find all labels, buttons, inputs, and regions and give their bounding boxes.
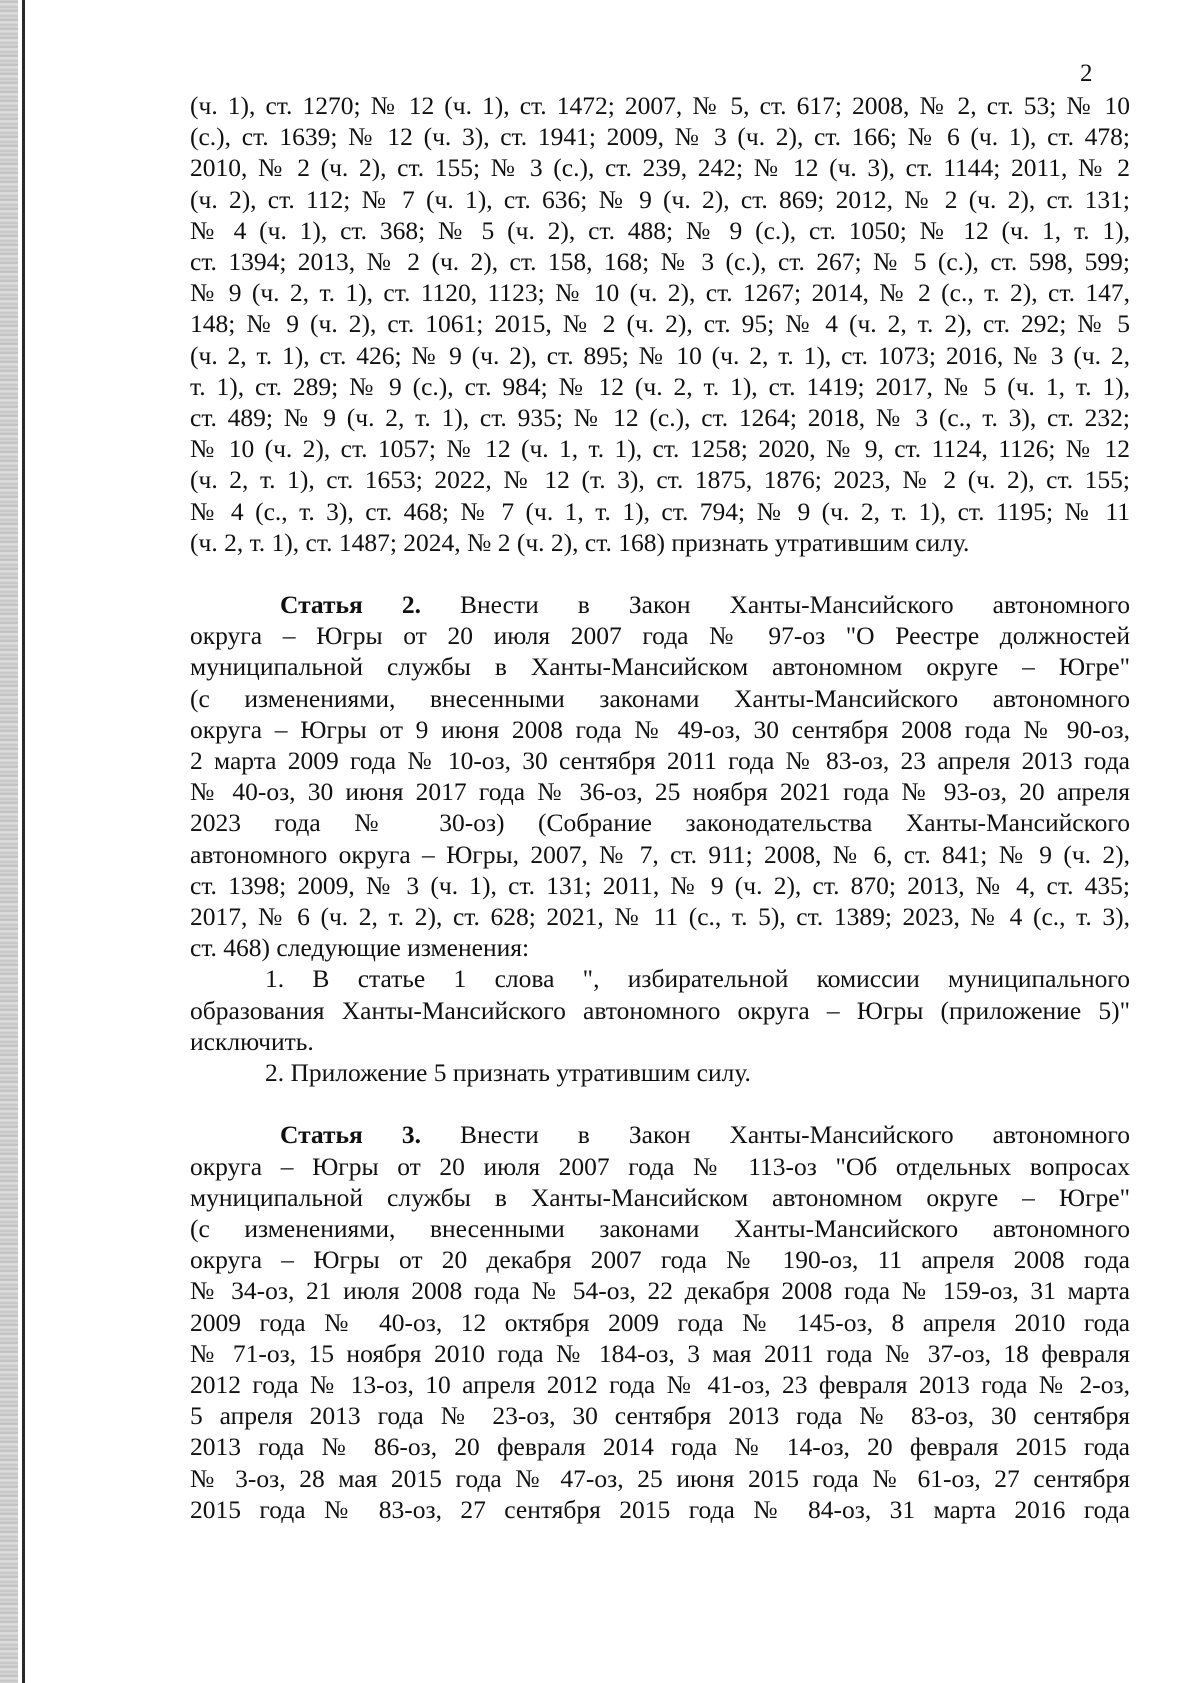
article-3-first-line bbox=[190, 1119, 1130, 1150]
text-line: (ч. 2, т. 1), ст. 1653; 2022, № 12 (т. 3), ст. 1875, 1876; 2023, № 2 (ч. 2), ст. 155; bbox=[190, 465, 1130, 495]
article-2-item-2: 2. Приложение 5 признать утратившим силу. bbox=[265, 1058, 751, 1088]
text-line: № 4 (с., т. 3), ст. 468; № 7 (ч. 1, т. 1), ст. 794; № 9 (ч. 2, т. 1), ст. 1195; № 11 bbox=[190, 496, 1130, 526]
text-line: 2015 года № 83-оз, 27 сентября 2015 года № 84-оз, 31 марта 2016 года bbox=[190, 1494, 1130, 1524]
text-line: № 71-оз, 15 ноября 2010 года № 184-оз, 3 мая 2011 года № 37-оз, 18 февраля bbox=[190, 1338, 1130, 1368]
text-line: № 3-оз, 28 мая 2015 года № 47-оз, 25 июня 2015 года № 61-оз, 27 сентября bbox=[190, 1463, 1130, 1493]
text-line: (ч. 2, т. 1), ст. 1487; 2024, № 2 (ч. 2), ст. 168) признать утратившим силу. bbox=[190, 527, 970, 557]
text-line: № 9 (ч. 2, т. 1), ст. 1120, 1123; № 10 (ч. 2), ст. 1267; 2014, № 2 (с., т. 2), ст. 147, bbox=[190, 278, 1130, 308]
text-line: (ч. 1), ст. 1270; № 12 (ч. 1), ст. 1472; 2007, № 5, ст. 617; 2008, № 2, ст. 53; № 10 bbox=[190, 91, 1130, 120]
text-line: № 4 (ч. 1), ст. 368; № 5 (ч. 2), ст. 488; № 9 (с.), ст. 1050; № 12 (ч. 1, т. 1), bbox=[190, 215, 1130, 245]
article-2-first-line-text: Внести в Закон Ханты-Мансийского автономного bbox=[460, 590, 1130, 620]
text-line: автономного округа – Югры, 2007, № 7, ст. 911; 2008, № 6, ст. 841; № 9 (ч. 2), bbox=[190, 839, 1130, 869]
text-line: ст. 489; № 9 (ч. 2, т. 1), ст. 935; № 12 (с.), ст. 1264; 2018, № 3 (с., т. 3), ст. 232; bbox=[190, 403, 1130, 433]
text-line: муниципальной службы в Ханты-Мансийском автономном округе – Югре" bbox=[190, 1182, 1130, 1212]
paragraph-gap bbox=[190, 1088, 1130, 1119]
text-line: (с.), ст. 1639; № 12 (ч. 3), ст. 1941; 2009, № 3 (ч. 2), ст. 166; № 6 (ч. 1), ст. 478; bbox=[190, 122, 1130, 152]
text-line: 5 апреля 2013 года № 23-оз, 30 сентября 2013 года № 83-оз, 30 сентября bbox=[190, 1401, 1130, 1431]
text-line: 2009 года № 40-оз, 12 октября 2009 года № 145-оз, 8 апреля 2010 года bbox=[190, 1307, 1130, 1337]
article-3 bbox=[190, 1119, 1130, 1525]
text-line: № 10 (ч. 2), ст. 1057; № 12 (ч. 1, т. 1), ст. 1258; 2020, № 9, ст. 1124, 1126; № 12 bbox=[190, 434, 1130, 464]
text-line: муниципальной службы в Ханты-Мансийском автономном округе – Югре" bbox=[190, 652, 1130, 682]
page-number: 2 bbox=[1080, 60, 1093, 87]
text-line: (с изменениями, внесенными законами Ханты-Мансийского автономного bbox=[190, 1213, 1130, 1243]
text-line: ст. 468) следующие изменения: bbox=[190, 933, 530, 963]
article-2 bbox=[190, 589, 1130, 1088]
text-line: исключить. bbox=[190, 1026, 314, 1056]
text-line: 2 марта 2009 года № 10-оз, 30 сентября 2011 года № 83-оз, 23 апреля 2013 года bbox=[190, 746, 1130, 776]
text-line: т. 1), ст. 289; № 9 (с.), ст. 984; № 12 (ч. 2, т. 1), ст. 1419; 2017, № 5 (ч. 1, т. 1), bbox=[190, 371, 1130, 401]
continuation-paragraph bbox=[190, 90, 1130, 558]
text-line: округа – Югры от 20 июля 2007 года № 97-оз "О Реестре должностей bbox=[190, 621, 1130, 651]
article-2-first-line bbox=[190, 589, 1130, 620]
text-line: ст. 1394; 2013, № 2 (ч. 2), ст. 158, 168; № 3 (с.), ст. 267; № 5 (с.), ст. 598, 599; bbox=[190, 247, 1130, 277]
text-line: округа – Югры от 20 декабря 2007 года № 190-оз, 11 апреля 2008 года bbox=[190, 1245, 1130, 1275]
text-line: 2017, № 6 (ч. 2, т. 2), ст. 628; 2021, № 11 (с., т. 5), ст. 1389; 2023, № 4 (с., т. 3), bbox=[190, 902, 1130, 932]
text-line: № 34-оз, 21 июля 2008 года № 54-оз, 22 декабря 2008 года № 159-оз, 31 марта bbox=[190, 1276, 1130, 1306]
scan-edge bbox=[0, 0, 18, 1683]
text-line: (с изменениями, внесенными законами Ханты-Мансийского автономного bbox=[190, 683, 1130, 713]
article-2-item-1-first-line: 1. В статье 1 слова ", избирательной комиссии муниципального bbox=[265, 964, 1130, 994]
text-line: 2023 года № 30-оз) (Собрание законодательства Ханты-Мансийского bbox=[190, 808, 1130, 838]
article-3-heading: Статья 3. bbox=[280, 1120, 421, 1150]
text-line: (ч. 2, т. 1), ст. 426; № 9 (ч. 2), ст. 895; № 10 (ч. 2, т. 1), ст. 1073; 2016, № 3 (ч. 2, bbox=[190, 340, 1130, 370]
text-line: округа – Югры от 20 июля 2007 года № 113-оз "Об отдельных вопросах bbox=[190, 1151, 1130, 1181]
article-2-heading: Статья 2. bbox=[280, 590, 421, 620]
text-line: образования Ханты-Мансийского автономного округа – Югры (приложение 5)" bbox=[190, 995, 1130, 1025]
scan-edge-line bbox=[22, 0, 25, 1683]
document-body bbox=[190, 90, 1130, 1525]
text-line: округа – Югры от 9 июня 2008 года № 49-оз, 30 сентября 2008 года № 90-оз, bbox=[190, 714, 1130, 744]
article-3-first-line-text: Внести в Закон Ханты-Мансийского автономного bbox=[460, 1120, 1130, 1150]
text-line: 2010, № 2 (ч. 2), ст. 155; № 3 (с.), ст. 239, 242; № 12 (ч. 3), ст. 1144; 2011, № 2 bbox=[190, 153, 1130, 183]
paragraph-gap bbox=[190, 558, 1130, 589]
text-line: № 40-оз, 30 июня 2017 года № 36-оз, 25 ноября 2021 года № 93-оз, 20 апреля bbox=[190, 777, 1130, 807]
text-line: 2012 года № 13-оз, 10 апреля 2012 года № 41-оз, 23 февраля 2013 года № 2-оз, bbox=[190, 1369, 1130, 1399]
text-line: (ч. 2), ст. 112; № 7 (ч. 1), ст. 636; № 9 (ч. 2), ст. 869; 2012, № 2 (ч. 2), ст. 131; bbox=[190, 184, 1130, 214]
text-line: 2013 года № 86-оз, 20 февраля 2014 года № 14-оз, 20 февраля 2015 года bbox=[190, 1432, 1130, 1462]
text-line: 148; № 9 (ч. 2), ст. 1061; 2015, № 2 (ч. 2), ст. 95; № 4 (ч. 2, т. 2), ст. 292; № 5 bbox=[190, 309, 1130, 339]
text-line: ст. 1398; 2009, № 3 (ч. 1), ст. 131; 2011, № 9 (ч. 2), ст. 870; 2013, № 4, ст. 435; bbox=[190, 870, 1130, 900]
